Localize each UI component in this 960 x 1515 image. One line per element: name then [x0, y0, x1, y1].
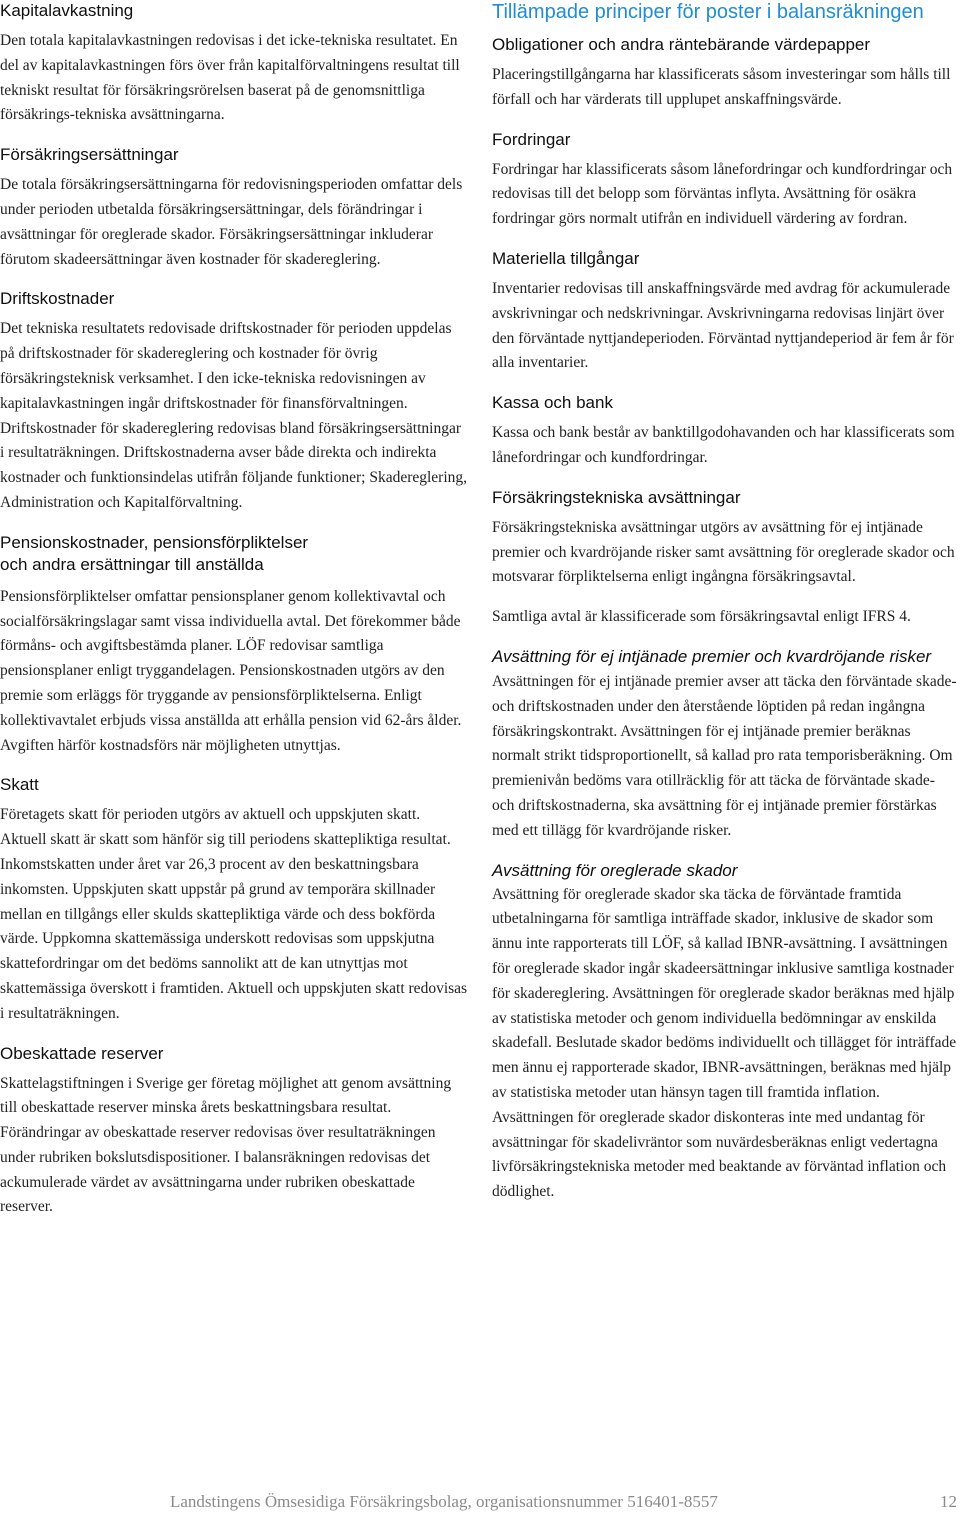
section-heading: Obligationer och andra räntebärande värdepapper: [492, 35, 871, 54]
page-number: 12: [940, 1492, 957, 1511]
section-body: Kassa och bank består av banktillgodohavanden och har klassificerats som lånefordringar och kundfordringar.: [492, 424, 955, 466]
section-heading: [0, 532, 468, 576]
section-skatt: [0, 774, 468, 1026]
left-column: [0, 0, 468, 1220]
section-heading-line-2: och andra ersättningar till anställda: [0, 554, 264, 574]
section-heading: Avsättning för oreglerade skador: [492, 860, 738, 880]
section-heading: Försäkringstekniska avsättningar: [492, 487, 741, 507]
section-body: Avsättning för oreglerade skador ska täcka de förväntade framtida utbetalningarna för samtliga inträffade skador, inklusive de skador som ännu inte rapporterats till LÖF, så kallad IBNR-avsättning. I avsättningen för oreglerade skador ingår skadeersättningar inklusive samtliga kostnader för skadereglering. Avsättningen för oreglerade skador beräknas med hjälp av statistiska metoder och genom individuella bedömningar av enskilda skadefall. Beslutade skador bedöms individuellt och tillägget för inträffade men ännu ej rapporterade skador, IBNR-avsättningen, beräknas med hjälp av statistiska metoder utan hänsyn tagen till framtida inflation. Avsättningen för oreglerade skador diskonteras inte med undantag för avsättningar för skadelivräntor som nuvärdesberäknas enligt vedertagna livförsäkringstekniska metoder med beaktande av förväntad inflation och dödlighet.: [492, 885, 957, 1201]
section-body-2: Samtliga avtal är klassificerade som försäkringsavtal enligt IFRS 4.: [492, 608, 911, 626]
section-body: Fordringar har klassificerats såsom lånefordringar och kundfordringar och redovisas till det belopp som förväntas inflyta. Avsättning för osäkra fordringar görs normalt utifrån en individuell värdering av fordran.: [492, 160, 953, 228]
section-ej-intjanade-premier: [492, 646, 960, 844]
section-materiella-tillgangar: [492, 248, 960, 376]
section-body: Inventarier redovisas till anskaffningsvärde med avdrag för ackumulerade avskrivningar och nedskrivningar. Avskrivningarna redovisas linjärt över den förväntade nyttjandeperioden. Förväntad nyttjandeperiod är fem år för alla inventarier.: [492, 279, 954, 372]
section-body: Försäkringstekniska avsättningar utgörs av avsättning för ej intjänade premier och kvardröjande risker samt avsättning för oreglerade skador och motsvarar förpliktelserna enligt ingångna försäkringsavtal.: [492, 518, 955, 586]
section-heading: Avsättning för ej intjänade premier och kvardröjande risker: [492, 646, 932, 666]
section-kassa-och-bank: [492, 392, 960, 471]
right-column: [492, 0, 960, 1205]
section-body: Avsättningen för ej intjänade premier avser att täcka den förväntade skade- och driftskostnaden under den återstående löptiden på redan ingångna försäkringskontrakt. Avsättningen för ej intjänade premier beräknas normalt strikt tidsproportionellt, så kallad pro rata temporisberäkning. Om premienivån bedöms vara otillräcklig för att täcka de förväntade skade- och driftskostnaderna, ska avsättning för ej intjänade premier förstärkas med ett tillägg för kvardröjande risker.: [492, 672, 957, 839]
section-driftskostnader: [0, 288, 468, 515]
section-body: Det tekniska resultatets redovisade driftskostnader för perioden uppdelas på driftskostnader för skadereglering och kostnader för övrig försäkringsteknisk verksamhet. I den icke-tekniska redovisningen av kapitalavkastningen ingår driftskostnader för finansförvaltningen. Driftskostnader för skadereglering redovisas bland försäkringsersättningar i resultaträkningen. Driftskostnaderna avser både direkta och indirekta kostnader och funktionsindelas utifrån följande funktioner; Skadereglering, Administration och Kapitalförvaltning.: [0, 320, 468, 511]
section-body: Placeringstillgångarna har klassificerats såsom investeringar som hålls till förfall och har värderats till upplupet anskaffningsvärde.: [492, 66, 951, 108]
footer-organization: Landstingens Ömsesidiga Försäkringsbolag, organisationsnummer 516401-8557: [170, 1492, 718, 1511]
section-body: Skattelagstiftningen i Sverige ger företag möjlighet att genom avsättning till obeskattade reserver minska årets beskattningsbara resultat. Förändringar av obeskattade reserver redovisas över resultaträkningen under rubriken bokslutsdispositioner. I balansräkningen redovisas det ackumulerade värdet av avsättningarna under rubriken obeskattade reserver.: [0, 1074, 452, 1216]
section-heading: Försäkringsersättningar: [0, 145, 179, 165]
section-heading: Obeskattade reserver: [0, 1043, 164, 1063]
section-obeskattade-reserver: [0, 1043, 468, 1221]
section-body: Pensionsförpliktelser omfattar pensionsplaner genom kollektivavtal och socialförsäkringslagar samt vissa individuella avtal. Det förekommer både förmåns- och avgiftsbestämda planer. LÖF redovisar samtliga pensionsplaner enligt tryggandelagen. Pensionskostnaden utgörs av den premie som erläggs för tryggande av pensionsförpliktelserna. Enligt kollektivavtalet erbjuds vissa anställda att erhålla pension vid 62-års ålder. Avgiften härför kostnadsförs när möjligheten utnyttjas.: [0, 587, 462, 754]
section-forsakringstekniska-avsattningar: [492, 487, 960, 630]
section-body: De totala försäkringsersättningarna för redovisningsperioden omfattar dels under perioden utbetalda försäkringsersättningar, dels förändringar i avsättningar för oreglerade skador. Försäkringsersättningar inkluderar förutom skadeersättningar även kostnader för skadereglering.: [0, 176, 463, 268]
section-obligationer: [492, 34, 960, 113]
section-heading: Fordringar: [492, 129, 571, 149]
section-body: Företagets skatt för perioden utgörs av aktuell och uppskjuten skatt. Aktuell skatt är skatt som hänför sig till periodens skattepliktiga resultat. Inkomstskatten under året var 26,3 procent av den beskattningsbara inkomsten. Uppskjuten skatt uppstår på grund av temporära skillnader mellan en tillgångs eller skulds skattepliktiga värde och dess bokförda värde. Uppkomna skattemässiga underskott redovisas som uppskjutna skattefordringar om det bedöms sannolikt att de kan utnyttjas mot skattemässiga överskott i framtiden. Aktuell och uppskjuten skatt redovisas i resultaträkningen.: [0, 806, 468, 1022]
section-forsakringsersattningar: [0, 144, 468, 272]
section-heading-line-1: Pensionskostnader, pensionsförpliktelser: [0, 532, 309, 552]
section-fordringar: [492, 129, 960, 232]
main-heading: Tillämpade principer för poster i balansräkningen: [492, 1, 924, 23]
section-heading: Materiella tillgångar: [492, 248, 640, 268]
section-pension: [0, 532, 468, 759]
section-heading: Kapitalavkastning: [0, 1, 134, 20]
section-heading: Driftskostnader: [0, 289, 115, 309]
section-oreglerade-skador: [492, 860, 960, 1205]
section-body: Den totala kapitalavkastningen redovisas i det icke-tekniska resultatet. En del av kapitalavkastningen förs över från kapitalförvaltningens resultat till tekniskt resultat för försäkringsrörelsen baserat på de genomsnittliga försäkrings-tekniska avsättningarna.: [0, 32, 460, 124]
section-heading: Skatt: [0, 775, 39, 795]
section-kapitalavkastning: [0, 0, 468, 128]
section-heading: Kassa och bank: [492, 393, 613, 413]
page-footer: [0, 1492, 960, 1514]
